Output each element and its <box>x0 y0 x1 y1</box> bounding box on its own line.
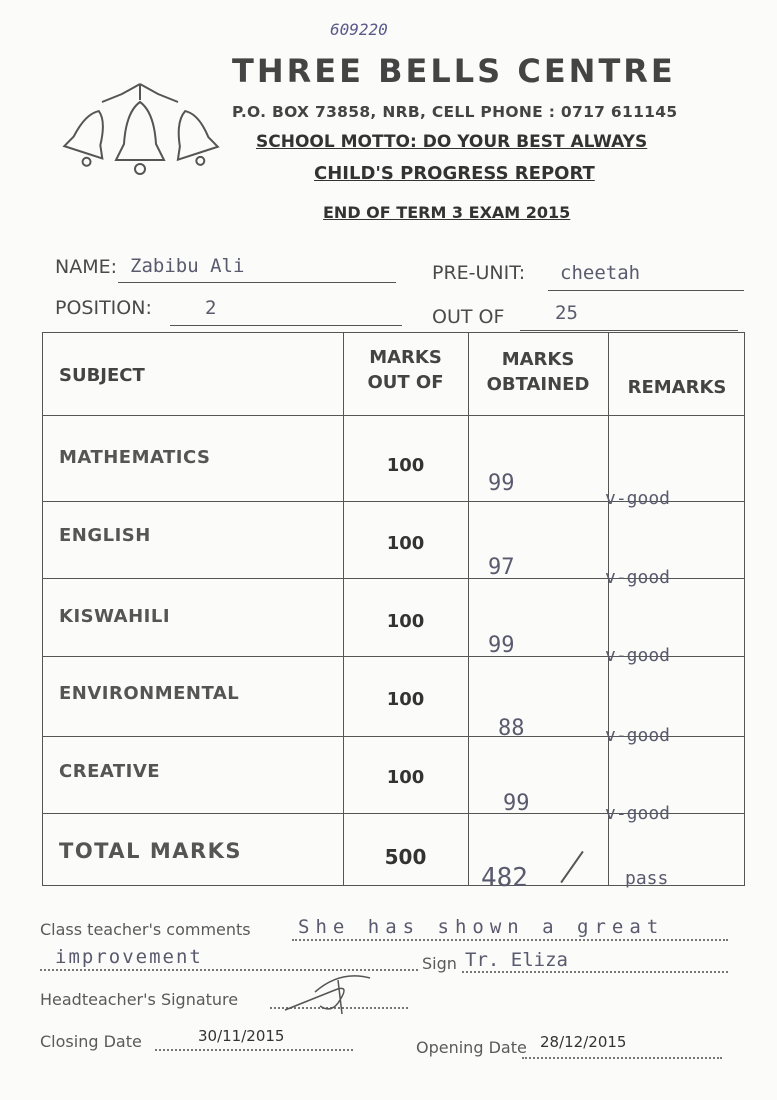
remark-cell: v-good <box>605 645 671 666</box>
out-of-cell: 100 <box>386 689 425 710</box>
closing-date-line <box>155 1048 353 1051</box>
obtained-cell: 97 <box>488 555 515 580</box>
opening-date-label: Opening Date <box>416 1038 527 1057</box>
obtained-cell: 99 <box>488 633 515 658</box>
headteacher-signature-mark <box>280 970 390 1020</box>
name-line <box>118 281 396 283</box>
header-marks-out-of: MARKS OUT OF <box>367 347 444 393</box>
out-of-line <box>520 329 738 331</box>
school-motto: SCHOOL MOTTO: DO YOUR BEST ALWAYS <box>256 132 648 152</box>
comments-line-1 <box>292 938 728 941</box>
obtained-cell: 99 <box>503 791 530 816</box>
out-of-label: OUT OF <box>432 306 505 328</box>
remark-cell: v-good <box>605 488 671 509</box>
reference-number: 609220 <box>330 20 388 39</box>
total-label: TOTAL MARKS <box>59 839 243 863</box>
header-subject: SUBJECT <box>59 365 145 386</box>
school-name: THREE BELLS CENTRE <box>232 52 676 90</box>
out-of-cell: 100 <box>386 533 425 554</box>
closing-date-label: Closing Date <box>40 1032 142 1051</box>
header-marks-obtained: MARKS OBTAINED <box>486 349 590 395</box>
out-of-cell: 100 <box>386 611 425 632</box>
name-value: Zabibu Ali <box>130 255 245 277</box>
tick-mark <box>560 851 583 883</box>
total-obtained: 482 <box>481 863 528 893</box>
remark-cell: v-good <box>605 567 671 588</box>
class-line <box>548 289 744 291</box>
opening-date-line <box>522 1056 722 1059</box>
out-of-cell: 100 <box>386 767 425 788</box>
total-out-of: 500 <box>384 845 427 869</box>
position-line <box>170 324 402 326</box>
exam-title: END OF TERM 3 EXAM 2015 <box>323 203 571 222</box>
header-remarks: REMARKS <box>627 377 727 398</box>
comments-label: Class teacher's comments <box>40 920 251 939</box>
subject-cell: ENVIRONMENTAL <box>59 683 240 704</box>
subject-cell: MATHEMATICS <box>59 447 211 468</box>
class-label: PRE-UNIT: <box>432 262 526 284</box>
comments-text-line2: improvement <box>55 946 203 968</box>
closing-date-value: 30/11/2015 <box>198 1027 285 1045</box>
school-address: P.O. BOX 73858, NRB, CELL PHONE : 0717 611145 <box>232 103 678 121</box>
headteacher-signature-label: Headteacher's Signature <box>40 990 239 1009</box>
marks-table <box>42 332 745 893</box>
class-value: cheetah <box>560 262 641 284</box>
comments-text-line1: She has shown a great <box>298 916 665 938</box>
subject-cell: ENGLISH <box>59 525 151 546</box>
out-of-cell: 100 <box>386 455 425 476</box>
position-label: POSITION: <box>55 297 152 319</box>
remark-cell: v-good <box>605 725 671 746</box>
opening-date-value: 28/12/2015 <box>540 1033 627 1051</box>
subject-cell: CREATIVE <box>59 761 161 782</box>
total-remark: pass <box>625 868 669 889</box>
position-value: 2 <box>205 297 217 319</box>
subject-cell: KISWAHILI <box>59 606 171 627</box>
sign-value: Tr. Eliza <box>465 949 568 971</box>
out-of-value: 25 <box>555 302 578 324</box>
obtained-cell: 99 <box>488 471 515 496</box>
three-bells-logo <box>62 72 227 182</box>
obtained-cell: 88 <box>498 716 525 741</box>
remark-cell: v-good <box>605 803 671 824</box>
sign-label: Sign <box>422 954 457 973</box>
report-title: CHILD'S PROGRESS REPORT <box>314 163 595 184</box>
name-label: NAME: <box>55 256 118 278</box>
